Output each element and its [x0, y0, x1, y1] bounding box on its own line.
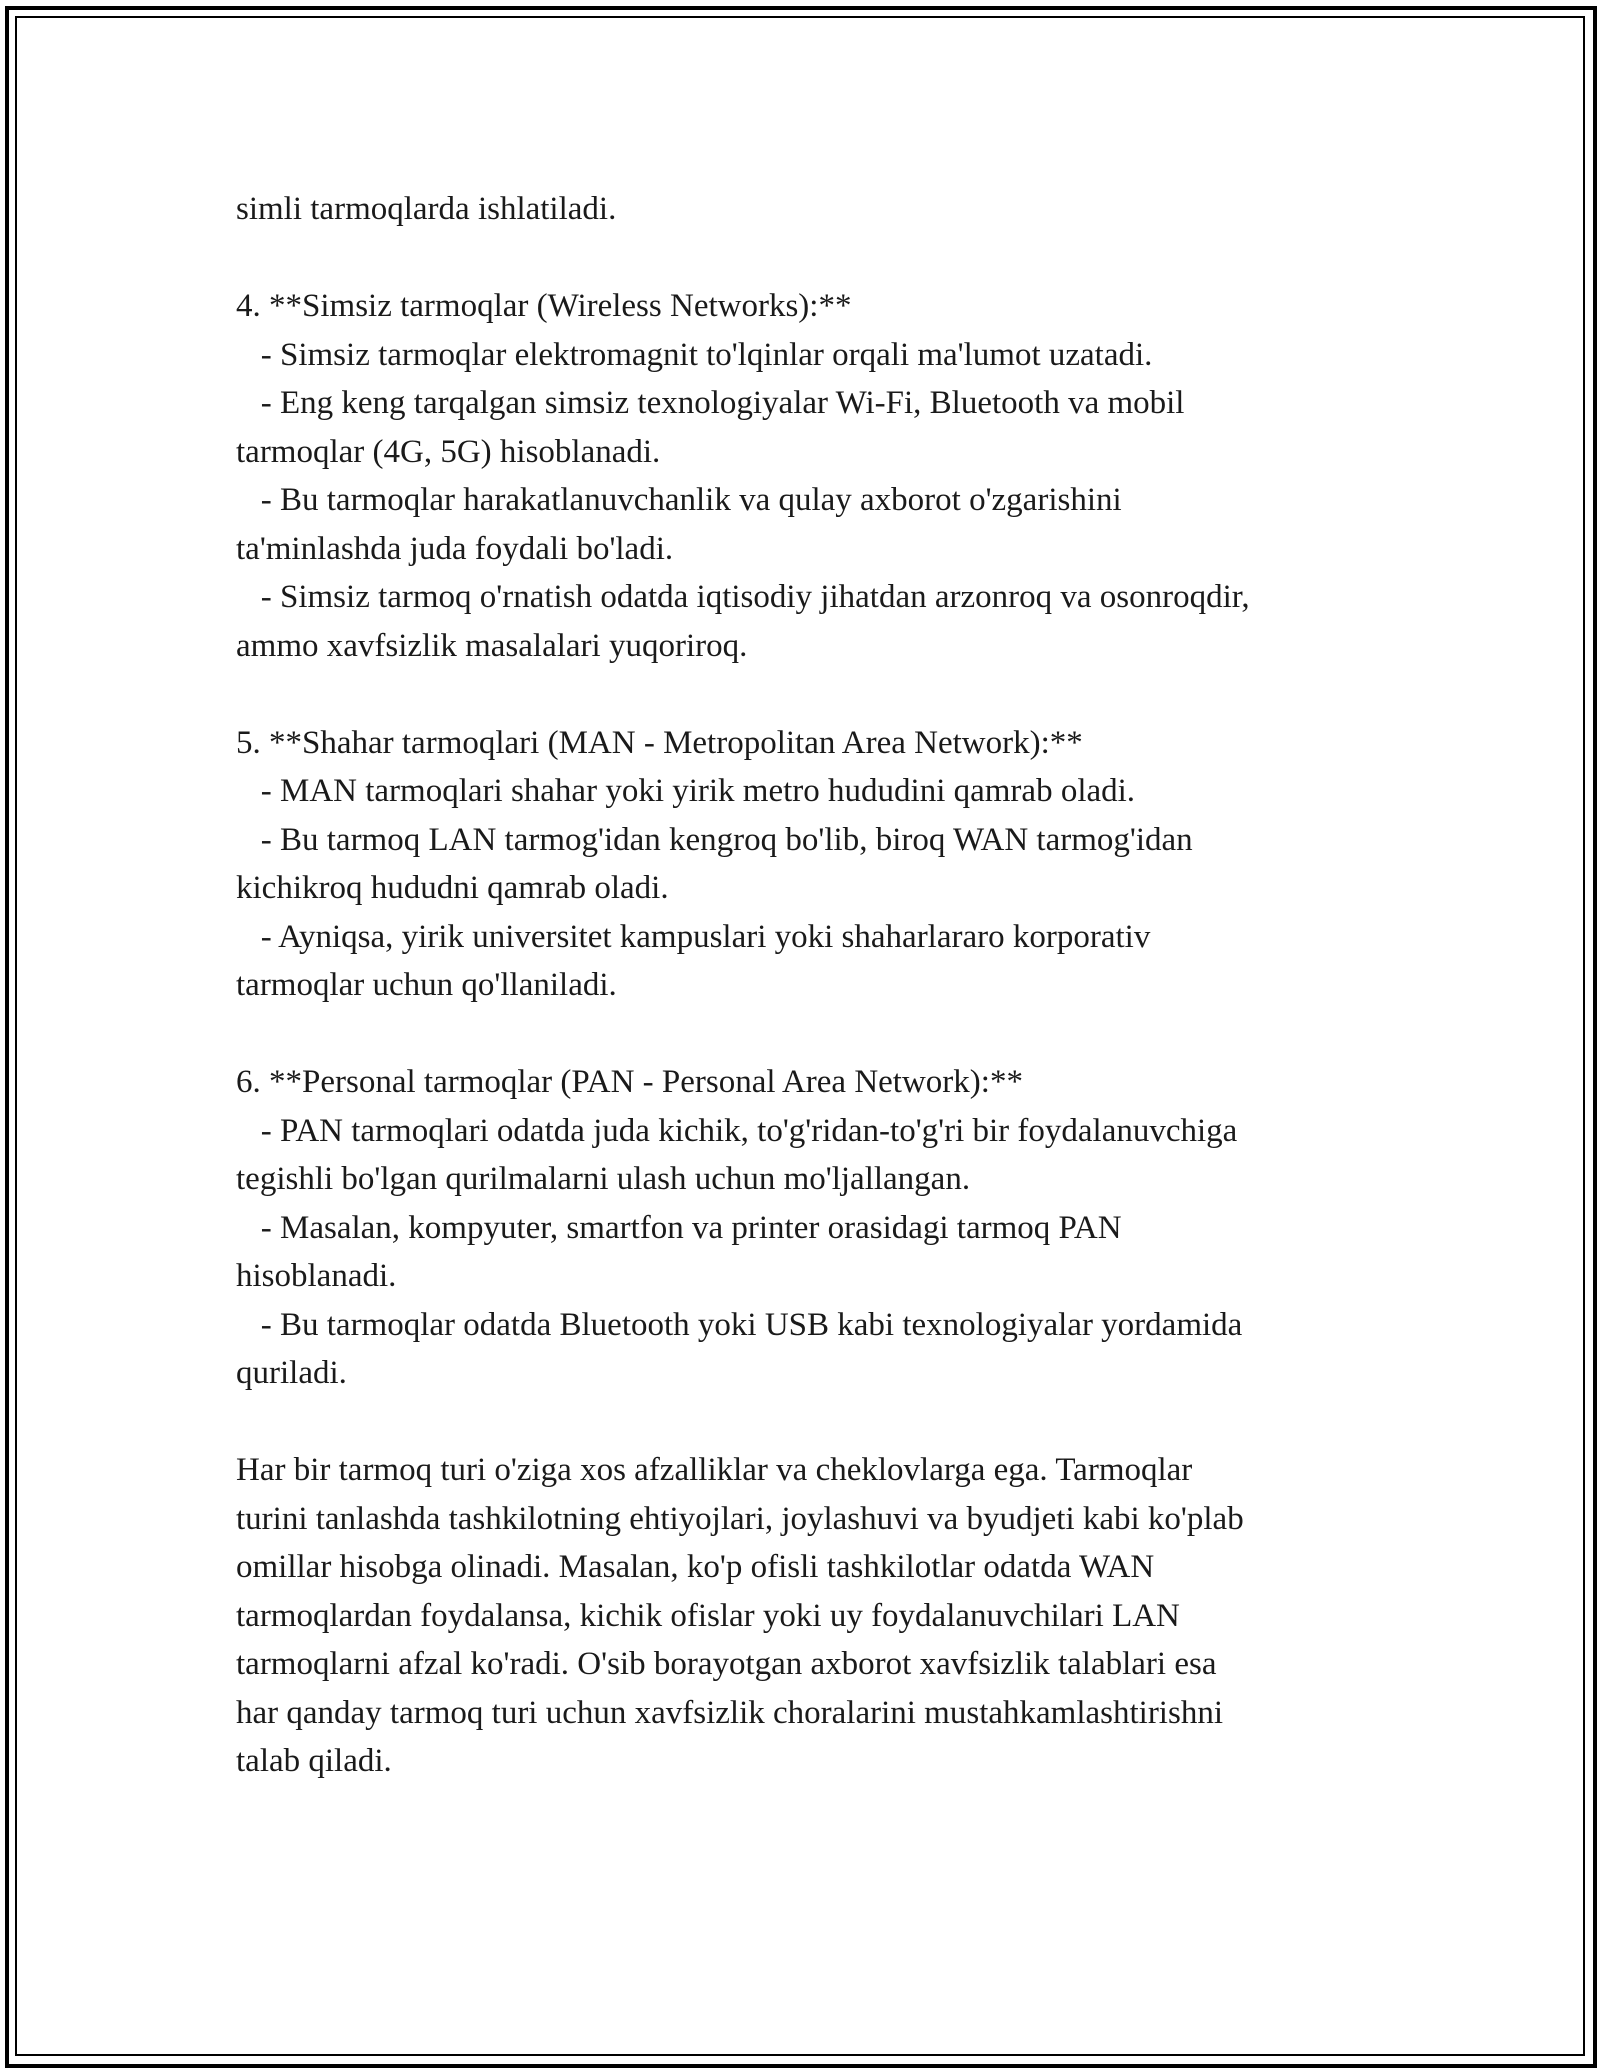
list-item: - Simsiz tarmoq o'rnatish odatda iqtisodiy jihatdan arzonroq va osonroqdir, — [236, 579, 1250, 615]
text-line: simli tarmoqlarda ishlatiladi. — [236, 191, 617, 227]
text-line: tarmoqlar (4G, 5G) hisoblanadi. — [236, 433, 661, 470]
section-heading-wireless: 4. **Simsiz tarmoqlar (Wireless Networks):** — [236, 288, 852, 324]
list-item: - Bu tarmoq LAN tarmog'idan kengroq bo'lib, biroq WAN tarmog'idan — [236, 821, 1193, 858]
text-line: tarmoqlar uchun qo'llaniladi. — [236, 967, 617, 1003]
section-heading-pan: 6. **Personal tarmoqlar (PAN - Personal Area Network):** — [236, 1064, 1023, 1100]
paragraph-line: tarmoqlarni afzal ko'radi. O'sib borayotgan axborot xavfsizlik talablari esa — [236, 1646, 1217, 1682]
document-body — [236, 185, 1416, 1786]
blank-line — [236, 670, 1416, 719]
paragraph-line: Har bir tarmoq turi o'ziga xos afzalliklar va cheklovlarga ega. Tarmoqlar — [236, 1452, 1193, 1488]
list-item: - Bu tarmoqlar odatda Bluetooth yoki USB kabi texnologiyalar yordamida — [236, 1306, 1243, 1343]
list-item: - Bu tarmoqlar harakatlanuvchanlik va qulay axborot o'zgarishini — [236, 482, 1122, 518]
list-item: - Simsiz tarmoqlar elektromagnit to'lqinlar orqali ma'lumot uzatadi. — [236, 336, 1153, 373]
text-line: ta'minlashda juda foydali bo'ladi. — [236, 530, 674, 567]
blank-line — [236, 1010, 1416, 1059]
paragraph-line: omillar hisobga olinadi. Masalan, ko'p ofisli tashkilotlar odatda WAN — [236, 1549, 1155, 1585]
text-line: tegishli bo'lgan qurilmalarni ulash uchun mo'ljallangan. — [236, 1161, 971, 1197]
list-item: - Eng keng tarqalgan simsiz texnologiyalar Wi-Fi, Bluetooth va mobil — [236, 385, 1185, 421]
paragraph-line: tarmoqlardan foydalansa, kichik ofislar yoki uy foydalanuvchilari LAN — [236, 1597, 1180, 1634]
paragraph-line: talab qiladi. — [236, 1743, 392, 1779]
list-item: - Ayniqsa, yirik universitet kampuslari yoki shaharlararo korporativ — [236, 918, 1151, 955]
paragraph-line: turini tanlashda tashkilotning ehtiyojlari, joylashuvi va byudjeti kabi ko'plab — [236, 1500, 1244, 1537]
blank-line — [236, 1398, 1416, 1447]
section-heading-man: 5. **Shahar tarmoqlari (MAN - Metropolitan Area Network):** — [236, 724, 1083, 761]
paragraph-line: har qanday tarmoq turi uchun xavfsizlik choralarini mustahkamlashtirishni — [236, 1694, 1223, 1731]
text-line: kichikroq hududni qamrab oladi. — [236, 870, 669, 906]
blank-line — [236, 234, 1416, 283]
text-line: hisoblanadi. — [236, 1258, 397, 1294]
text-line: ammo xavfsizlik masalalari yuqoriroq. — [236, 627, 748, 664]
list-item: - PAN tarmoqlari odatda juda kichik, to'g'ridan-to'g'ri bir foydalanuvchiga — [236, 1112, 1238, 1149]
list-item: - MAN tarmoqlari shahar yoki yirik metro hududini qamrab oladi. — [236, 773, 1136, 809]
text-line: quriladi. — [236, 1355, 347, 1391]
list-item: - Masalan, kompyuter, smartfon va printer orasidagi tarmoq PAN — [236, 1209, 1122, 1246]
